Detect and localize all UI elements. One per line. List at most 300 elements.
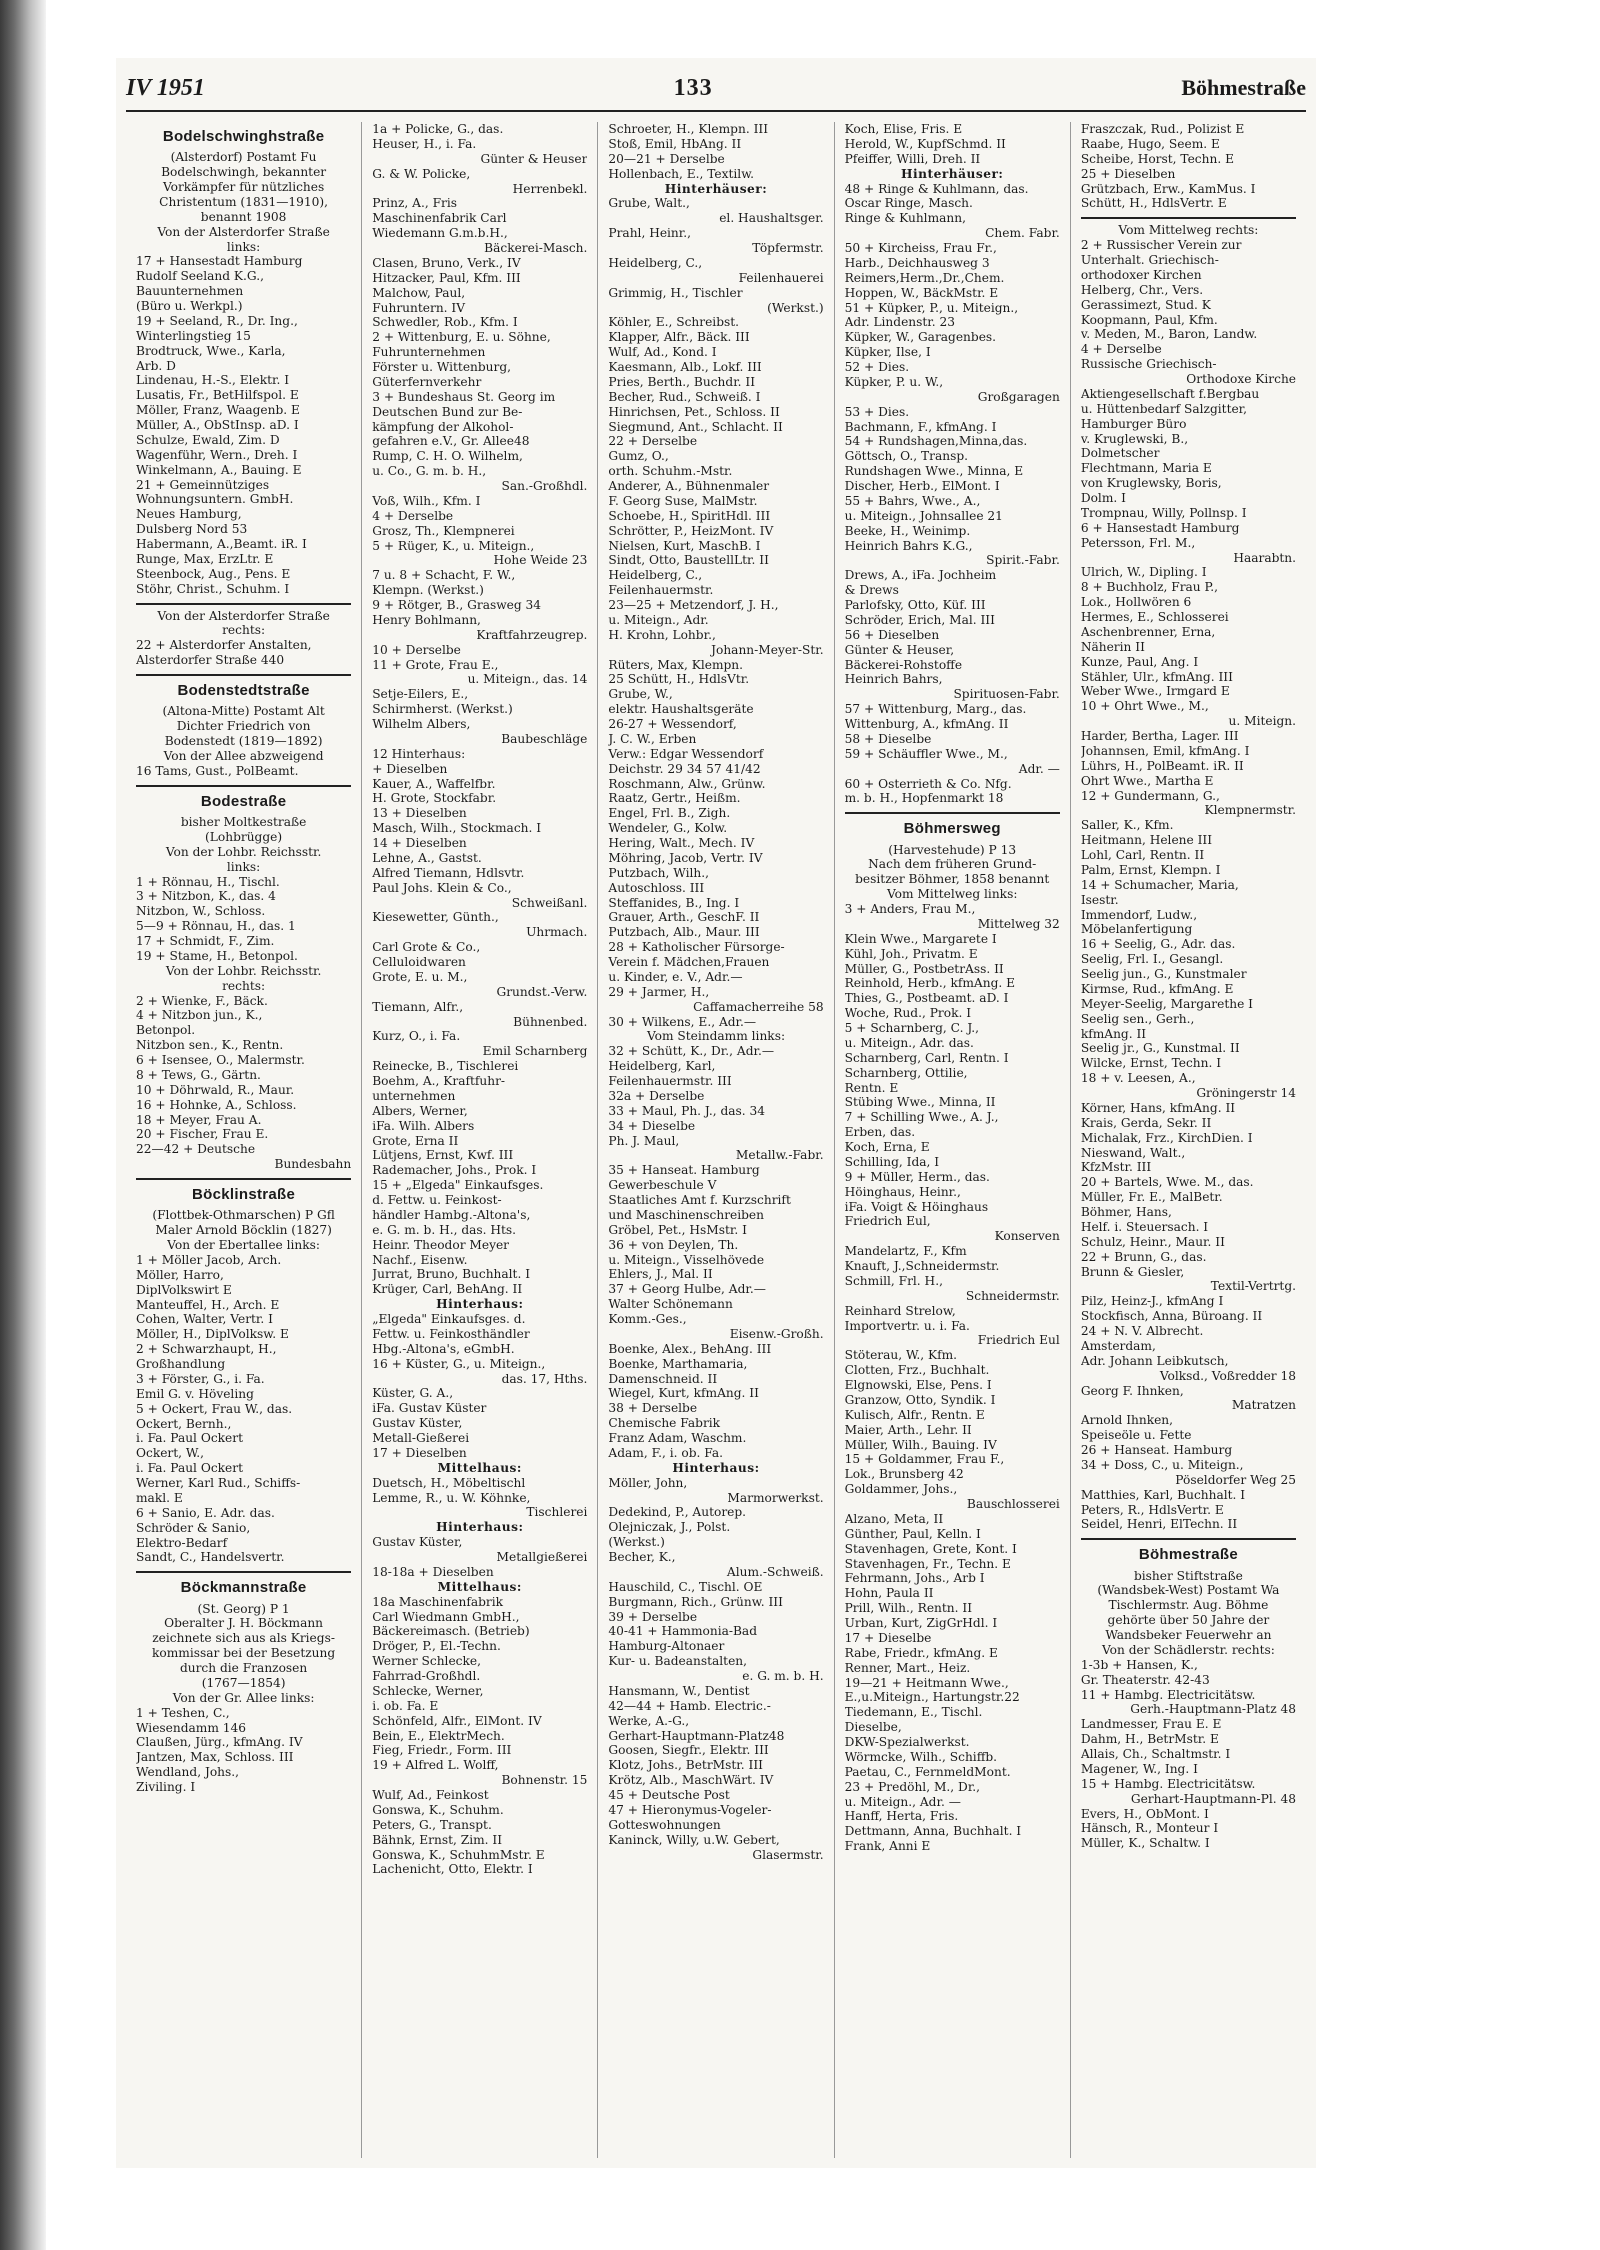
directory-entry: das. 17, Hths. bbox=[501, 1371, 588, 1386]
directory-entry: Paul Johs. Klein & Co., bbox=[372, 880, 512, 895]
directory-entry: Stöhr, Christ., Schuhm. I bbox=[136, 581, 290, 596]
directory-entry: 15 + „Elgeda" Einkaufsges. bbox=[372, 1178, 544, 1193]
directory-entry: Lütjens, Ernst, Kwf. III bbox=[372, 1148, 514, 1163]
directory-entry: 18-18a + Dieselben bbox=[372, 1564, 494, 1579]
directory-entry: 1 + Rönnau, H., Tischl. bbox=[136, 874, 280, 889]
directory-entry: zeichnete sich aus als Kriegs- bbox=[152, 1631, 335, 1646]
building-subheading: Hinterhäuser: bbox=[664, 181, 768, 196]
directory-entry: Beeke, H., Weinimp. bbox=[844, 523, 971, 538]
directory-entry: Heidelberg, Karl, bbox=[608, 1059, 716, 1074]
directory-entry: Möhring, Jacob, Vertr. IV bbox=[608, 850, 763, 865]
directory-entry: Boenke, Marthamaria, bbox=[608, 1356, 748, 1371]
directory-entry: Brunn & Giesler, bbox=[1080, 1264, 1185, 1279]
directory-entry: Grube, W., bbox=[608, 687, 673, 702]
directory-entry: 8 + Tews, G., Gärtn. bbox=[136, 1067, 261, 1082]
directory-entry: Lehne, A., Gastst. bbox=[372, 850, 482, 865]
directory-entry: Lusatis, Fr., BetHilfspol. E bbox=[136, 388, 299, 403]
directory-entry: 32a + Derselbe bbox=[608, 1088, 705, 1103]
directory-entry: Bachmann, F., kfmAng. I bbox=[844, 419, 997, 434]
scan-edge bbox=[0, 0, 46, 2250]
directory-entry: Boenke, Alex., BehAng. III bbox=[608, 1341, 772, 1356]
directory-entry: rechts: bbox=[222, 623, 266, 638]
directory-entry: Schoebe, H., SpiritHdl. III bbox=[608, 508, 771, 523]
street-heading: Böhmestraße bbox=[1138, 1546, 1238, 1564]
directory-entry: Becher, K., bbox=[608, 1550, 676, 1564]
directory-entry: Bodenstedt (1819—1892) bbox=[164, 734, 323, 749]
directory-entry: F. Georg Suse, MalMstr. bbox=[608, 493, 758, 508]
directory-entry: Runge, Max, ErzLtr. E bbox=[136, 551, 274, 566]
directory-entry: Lemme, R., u. W. Köhnke, bbox=[372, 1490, 531, 1505]
directory-entry: Claußen, Jürg., kfmAng. IV bbox=[136, 1735, 303, 1750]
directory-entry: Harb., Deichhausweg 3 bbox=[844, 255, 990, 270]
section-divider bbox=[136, 1178, 351, 1180]
directory-entry: Werke, A.-G., bbox=[608, 1713, 690, 1728]
directory-entry: Lohl, Carl, Rentn. II bbox=[1080, 848, 1205, 862]
directory-entry: Petersson, Frl. M., bbox=[1080, 535, 1196, 550]
directory-entry: Schulz, Heinr., Maur. II bbox=[1080, 1234, 1225, 1249]
directory-entry: Fahrrad-Großhdl. bbox=[372, 1669, 481, 1683]
directory-entry: 2 + Schwarzhaupt, H., bbox=[136, 1342, 277, 1357]
directory-entry: (Werkst.) bbox=[608, 1535, 665, 1550]
directory-entry: Bühnenbed. bbox=[513, 1014, 588, 1029]
directory-entry: 12 + Gundermann, G., bbox=[1080, 788, 1220, 803]
directory-entry: Metallw.-Fabr. bbox=[735, 1148, 824, 1163]
directory-entry: Verw.: Edgar Wessendorf bbox=[608, 746, 764, 761]
directory-entry: Heinrich Bahrs K.G., bbox=[844, 538, 973, 553]
directory-entry: 8 + Buchholz, Frau P., bbox=[1080, 580, 1219, 595]
directory-entry: Metallgießerei bbox=[496, 1550, 588, 1564]
directory-entry: links: bbox=[226, 859, 261, 874]
directory-entry: Voß, Wilh., Kfm. I bbox=[372, 493, 481, 508]
directory-entry: Dieselbe, bbox=[844, 1720, 902, 1735]
directory-entry: (1767—1854) bbox=[201, 1675, 286, 1690]
directory-entry: Wörmcke, Wilh., Schiffb. bbox=[844, 1749, 998, 1764]
directory-entry: 18a Maschinenfabrik bbox=[372, 1594, 504, 1609]
directory-entry: Weber Wwe., Irmgard E bbox=[1080, 684, 1230, 699]
directory-entry: Höinghaus, Heinr., bbox=[844, 1184, 961, 1199]
directory-entry: 11 + Hambg. Electricitätsw. bbox=[1080, 1687, 1256, 1702]
directory-entry: 11 + Grote, Frau E., bbox=[372, 657, 499, 672]
directory-entry: Von der Schädlerstr. rechts: bbox=[1101, 1642, 1275, 1657]
directory-entry: 9 + Müller, Herm., das. bbox=[844, 1169, 990, 1184]
directory-entry: Hermes, E., Schlosserei bbox=[1080, 610, 1229, 624]
directory-entry: Caffamacherreihe 58 bbox=[693, 999, 824, 1014]
directory-entry: Alum.-Schweiß. bbox=[726, 1564, 824, 1579]
column-3 bbox=[598, 122, 834, 2158]
building-subheading: Hinterhäuser: bbox=[900, 166, 1004, 181]
directory-entry: Erben, das. bbox=[844, 1125, 916, 1140]
directory-entry: Kulisch, Alfr., Rentn. E bbox=[844, 1407, 985, 1422]
directory-entry: Kur- u. Badeanstalten, bbox=[608, 1654, 748, 1669]
directory-entry: 10 + Döhrwald, R., Maur. bbox=[136, 1082, 295, 1097]
directory-entry: Stavenhagen, Fr., Techn. E bbox=[844, 1556, 1011, 1571]
directory-entry: u. Miteign., das. 14 bbox=[467, 672, 588, 687]
directory-entry: Marmorwerkst. bbox=[727, 1490, 824, 1505]
directory-entry: Lok., Hollwören 6 bbox=[1080, 595, 1192, 610]
directory-entry: Bohnenstr. 15 bbox=[501, 1773, 588, 1788]
directory-entry: 6 + Isensee, O., Malermstr. bbox=[136, 1053, 305, 1068]
directory-entry: 6 + Hansestadt Hamburg bbox=[1080, 520, 1240, 535]
directory-entry: m. b. H., Hopfenmarkt 18 bbox=[844, 791, 1004, 806]
directory-entry: 47 + Hieronymus-Vogeler- bbox=[608, 1802, 772, 1817]
directory-entry: 22 + Brunn, G., das. bbox=[1080, 1249, 1207, 1264]
directory-entry: Allais, Ch., Schaltmstr. I bbox=[1080, 1747, 1231, 1762]
directory-entry: (Harvestehude) P 13 bbox=[888, 842, 1017, 857]
directory-entry: Alzano, Meta, II bbox=[844, 1511, 944, 1526]
directory-entry: Dolm. I bbox=[1080, 491, 1126, 505]
directory-entry: Stähler, Ulr., kfmAng. III bbox=[1080, 669, 1233, 684]
directory-entry: 19 + Alfred L. Wolff, bbox=[372, 1758, 499, 1773]
directory-entry: Nach dem früheren Grund- bbox=[868, 857, 1037, 872]
directory-entry: Elgnowski, Else, Pens. I bbox=[844, 1378, 992, 1393]
directory-entry: Hbg.-Altona's, eGmbH. bbox=[372, 1341, 515, 1356]
directory-entry: Ehlers, J., Mal. II bbox=[608, 1267, 713, 1282]
directory-entry: Kunze, Paul, Ang. I bbox=[1080, 654, 1199, 669]
directory-entry: 17 + Dieselben bbox=[372, 1445, 467, 1460]
directory-entry: 7 u. 8 + Schacht, F. W., bbox=[372, 568, 516, 583]
directory-entry: 4 + Derselbe bbox=[1080, 342, 1162, 357]
directory-entry: Werner Schlecke, bbox=[372, 1654, 481, 1669]
directory-entry: Goldammer, Johs., bbox=[844, 1482, 958, 1497]
directory-entry: Kühl, Joh., Privatm. E bbox=[844, 946, 978, 961]
directory-entry: Reinhold, Herb., kfmAng. E bbox=[844, 976, 1016, 991]
directory-entry: Roschmann, Alw., Grünw. bbox=[608, 776, 766, 791]
directory-entry: 35 + Hanseat. Hamburg bbox=[608, 1163, 760, 1178]
directory-entry: 34 + Doss, C., u. Miteign., bbox=[1080, 1457, 1244, 1472]
directory-entry: 3 + Anders, Frau M., bbox=[844, 902, 976, 917]
directory-entry: Magener, W., Ing. I bbox=[1080, 1761, 1198, 1776]
section-divider bbox=[136, 674, 351, 676]
directory-entry: Kurz, O., i. Fa. bbox=[372, 1029, 461, 1044]
directory-entry: Möbelanfertigung bbox=[1080, 922, 1193, 937]
directory-entry: Glasermstr. bbox=[752, 1847, 824, 1862]
street-heading: Böhmersweg bbox=[903, 820, 1001, 838]
directory-entry: Ulrich, W., Dipling. I bbox=[1080, 565, 1207, 580]
directory-entry: iFa. Gustav Küster bbox=[372, 1401, 487, 1416]
directory-entry: 52 + Dies. bbox=[844, 360, 910, 374]
directory-entry: Koch, Erna, E bbox=[844, 1140, 930, 1155]
directory-entry: Fuhrunternehmen bbox=[372, 345, 486, 360]
directory-entry: Gotteswohnungen bbox=[608, 1817, 721, 1832]
directory-entry: 54 + Rundshagen,Minna,das. bbox=[844, 434, 1028, 449]
directory-entry: Hänsch, R., Monteur I bbox=[1080, 1821, 1219, 1836]
directory-entry: Schütt, H., HdlsVertr. E bbox=[1080, 196, 1227, 211]
directory-entry: Schwedler, Rob., Kfm. I bbox=[372, 315, 518, 330]
directory-entry: Arnold Ihnken, bbox=[1080, 1413, 1174, 1428]
directory-entry: orthodoxer Kirchen bbox=[1080, 267, 1202, 282]
directory-entry: Landmesser, Frau E. E bbox=[1080, 1717, 1222, 1732]
directory-entry: Vom Mittelweg rechts: bbox=[1118, 223, 1259, 238]
directory-entry: Renner, Mart., Heiz. bbox=[844, 1660, 971, 1675]
directory-entry: Großgaragen bbox=[977, 389, 1060, 404]
directory-entry: + Dieselben bbox=[372, 761, 448, 776]
directory-entry: 5—9 + Rönnau, H., das. 1 bbox=[136, 919, 296, 934]
directory-entry: d. Fettw. u. Feinkost- bbox=[372, 1193, 502, 1207]
directory-entry: 3 + Bundeshaus St. Georg im bbox=[372, 389, 556, 404]
section-divider bbox=[136, 785, 351, 787]
directory-entry: Tiedemann, E., Tischl. bbox=[844, 1705, 983, 1720]
section-divider bbox=[1081, 217, 1296, 219]
directory-entry: Isestr. bbox=[1080, 892, 1119, 907]
directory-entry: 20 + Fischer, Frau E. bbox=[136, 1127, 269, 1142]
directory-entry: 33 + Maul, Ph. J., das. 34 bbox=[608, 1103, 766, 1118]
directory-entry: Feilenhauermstr. III bbox=[608, 1074, 732, 1088]
directory-entry: gefahren e.V., Gr. Allee48 bbox=[372, 434, 530, 449]
directory-entry: Georg F. Ihnken, bbox=[1080, 1383, 1184, 1398]
directory-entry: Drews, A., iFa. Jochheim bbox=[844, 568, 997, 583]
directory-entry: 39 + Derselbe bbox=[608, 1609, 698, 1624]
directory-entry: 17 + Schmidt, F., Zim. bbox=[136, 934, 275, 949]
directory-entry: Spirit.-Fabr. bbox=[986, 553, 1060, 568]
directory-entry: Meyer-Seelig, Margarethe I bbox=[1080, 996, 1253, 1011]
directory-entry: Malchow, Paul, bbox=[372, 285, 466, 300]
directory-entry: Seidel, Henri, ElTechn. II bbox=[1080, 1517, 1238, 1532]
directory-entry: Wulf, Ad., Feinkost bbox=[372, 1788, 489, 1802]
directory-entry: Dolmetscher bbox=[1080, 446, 1160, 461]
directory-entry: Manteuffel, H., Arch. E bbox=[136, 1297, 280, 1312]
directory-entry: Grauer, Arth., GeschF. II bbox=[608, 910, 760, 925]
directory-entry: Gerassimezt, Stud. K bbox=[1080, 297, 1211, 312]
directory-entry: Henry Bohlmann, bbox=[372, 612, 481, 627]
directory-entry: iFa. Wilh. Albers bbox=[372, 1118, 475, 1133]
directory-entry: (St. Georg) P 1 bbox=[197, 1601, 290, 1616]
directory-entry: Urban, Kurt, ZigGrHdl. I bbox=[844, 1616, 998, 1631]
directory-entry: 25 Schütt, H., HdlsVtr. bbox=[608, 672, 750, 687]
directory-entry: Heidelberg, C., bbox=[608, 568, 703, 583]
directory-entry: Maschinenfabrik Carl bbox=[372, 211, 507, 226]
directory-entry: Wohnungsuntern. GmbH. bbox=[136, 492, 294, 507]
directory-entry: v. Meden, M., Baron, Landw. bbox=[1080, 327, 1258, 342]
directory-entry: händler Hambg.-Altona's, bbox=[372, 1207, 531, 1222]
directory-entry: Stoß, Emil, HbAng. II bbox=[608, 136, 742, 151]
directory-entry: 19 + Stame, H., Betonpol. bbox=[136, 948, 298, 963]
directory-entry: Masch, Wilh., Stockmach. I bbox=[372, 821, 542, 836]
directory-entry: E.,u.Miteign., Hartungstr.22 bbox=[844, 1690, 1020, 1705]
directory-entry: 4 + Derselbe bbox=[372, 508, 454, 523]
directory-entry: „Elgeda" Einkaufsges. d. bbox=[372, 1312, 526, 1326]
directory-entry: Rentn. E bbox=[844, 1080, 899, 1095]
directory-entry: Von der Alsterdorfer Straße bbox=[157, 608, 330, 623]
directory-entry: Kiesewetter, Günth., bbox=[372, 910, 499, 925]
directory-entry: Großhandlung bbox=[136, 1357, 226, 1372]
building-subheading: Hinterhaus: bbox=[672, 1460, 760, 1475]
page-header bbox=[126, 66, 1306, 112]
directory-entry: Wendeler, G., Kolw. bbox=[608, 821, 728, 836]
directory-entry: Nieswand, Walt., bbox=[1080, 1145, 1186, 1160]
directory-entry: u. Miteign., Johnsallee 21 bbox=[844, 508, 1003, 523]
directory-entry: Bäckerei-Masch. bbox=[484, 241, 588, 255]
directory-entry: 1 + Möller Jacob, Arch. bbox=[136, 1252, 282, 1267]
directory-entry: gehörte über 50 Jahre der bbox=[1107, 1613, 1270, 1628]
directory-entry: Ringe & Kuhlmann, bbox=[844, 211, 966, 226]
directory-entry: makl. E bbox=[136, 1490, 183, 1505]
building-subheading: Hinterhaus: bbox=[436, 1297, 524, 1312]
directory-entry: Gustav Küster, bbox=[372, 1535, 463, 1550]
street-heading: Böcklinstraße bbox=[192, 1186, 296, 1204]
directory-entry: 53 + Dies. bbox=[844, 404, 910, 419]
directory-entry: Hansmann, W., Dentist bbox=[608, 1683, 750, 1698]
page-number: 133 bbox=[673, 74, 713, 101]
directory-entry: 16 + Küster, G., u. Miteign., bbox=[372, 1356, 546, 1371]
directory-entry: benannt 1908 bbox=[200, 209, 287, 224]
directory-entry: Kraftfahrzeugrep. bbox=[476, 627, 588, 642]
directory-entry: Oberalter J. H. Böckmann bbox=[164, 1616, 324, 1631]
directory-entry: iFa. Voigt & Höinghaus bbox=[844, 1199, 989, 1214]
directory-entry: Heuser, H., i. Fa. bbox=[372, 136, 477, 151]
directory-entry: 24 + N. V. Albrecht. bbox=[1080, 1324, 1204, 1338]
directory-entry: Lok., Brunsberg 42 bbox=[844, 1467, 964, 1482]
directory-entry: 10 + Ohrt Wwe., M., bbox=[1080, 699, 1209, 714]
directory-entry: Saller, K., Kfm. bbox=[1080, 818, 1174, 833]
directory-entry: Küster, G. A., bbox=[372, 1386, 454, 1401]
directory-entry: Heitmann, Helene III bbox=[1080, 833, 1213, 848]
section-divider bbox=[1081, 1538, 1296, 1540]
directory-entry: Bein, E., ElektrMech. bbox=[372, 1728, 505, 1743]
directory-entry: Sindt, Otto, BaustellLtr. II bbox=[608, 553, 769, 568]
directory-entry: Burgmann, Rich., Grünw. III bbox=[608, 1594, 783, 1609]
street-heading: Bodelschwinghstraße bbox=[162, 128, 325, 145]
directory-entry: Peters, G., Transpt. bbox=[372, 1817, 492, 1832]
directory-entry: Küpker, Ilse, I bbox=[844, 345, 931, 360]
directory-entry: i. Fa. Paul Ockert bbox=[136, 1431, 243, 1446]
directory-entry: 40-41 + Hammonia-Bad bbox=[608, 1624, 758, 1639]
directory-entry: Peters, R., HdlsVertr. E bbox=[1080, 1502, 1224, 1517]
directory-entry: 2 + Wittenburg, E. u. Söhne, bbox=[372, 330, 551, 345]
directory-entry: Näherin II bbox=[1080, 639, 1145, 654]
directory-entry: Feilenhauerei bbox=[738, 270, 824, 285]
directory-entry: u. Miteign., Adr. — bbox=[844, 1794, 961, 1809]
directory-entry: Walter Schönemann bbox=[608, 1297, 733, 1312]
directory-entry: u. Co., G. m. b. H., bbox=[372, 464, 487, 479]
directory-entry: Seelig jun., G., Kunstmaler bbox=[1080, 967, 1247, 981]
column-5 bbox=[1071, 122, 1306, 2158]
directory-entry: Becher, Rud., Schweiß. I bbox=[608, 389, 761, 404]
directory-entry: KfzMstr. III bbox=[1080, 1160, 1152, 1175]
directory-entry: Mandelartz, F., Kfm bbox=[844, 1244, 967, 1259]
directory-entry: 34 + Dieselbe bbox=[608, 1118, 696, 1133]
directory-entry: Möller, Franz, Waagenb. E bbox=[136, 403, 300, 418]
directory-entry: 57 + Wittenburg, Marg., das. bbox=[844, 702, 1027, 717]
directory-entry: Gustav Küster, bbox=[372, 1416, 463, 1431]
directory-entry: Küpker, W., Garagenbes. bbox=[844, 330, 997, 345]
directory-entry: (Lohbrügge) bbox=[205, 829, 283, 844]
directory-entry: 20 + Bartels, Wwe. M., das. bbox=[1080, 1175, 1254, 1190]
directory-entry: Dedekind, P., Autorep. bbox=[608, 1505, 747, 1520]
section-divider bbox=[136, 1571, 351, 1573]
directory-entry: Von der Lohbr. Reichsstr. bbox=[165, 963, 322, 978]
directory-entry: Scheibe, Horst, Techn. E bbox=[1080, 151, 1234, 166]
directory-entry: Emil Scharnberg bbox=[482, 1044, 588, 1059]
directory-entry: (Büro u. Werkpl.) bbox=[136, 299, 243, 314]
directory-entry: Müller, Fr. E., MalBetr. bbox=[1080, 1190, 1223, 1205]
directory-entry: Dichter Friedrich von bbox=[176, 719, 311, 734]
directory-entry: Von der Ebertallee links: bbox=[167, 1238, 321, 1253]
directory-entry: Konserven bbox=[994, 1229, 1060, 1244]
directory-entry: 17 + Dieselbe bbox=[844, 1630, 932, 1645]
directory-entry: Chemische Fabrik bbox=[608, 1416, 721, 1431]
directory-entry: Baubeschläge bbox=[501, 731, 588, 746]
directory-entry: Hohn, Paula II bbox=[844, 1586, 934, 1601]
directory-entry: Woche, Rud., Prok. I bbox=[844, 1006, 972, 1021]
directory-entry: 50 + Kircheiss, Frau Fr., bbox=[844, 241, 997, 255]
directory-entry: Güterfernverkehr bbox=[372, 374, 482, 389]
directory-entry: Importvertr. u. i. Fa. bbox=[844, 1318, 970, 1333]
building-subheading: Mittelhaus: bbox=[437, 1579, 522, 1594]
directory-entry: Schönfeld, Alfr., ElMont. IV bbox=[372, 1713, 542, 1728]
directory-entry: Bodelschwingh, bekannter bbox=[161, 165, 327, 180]
directory-entry: H. Grote, Stockfabr. bbox=[372, 791, 497, 806]
directory-entry: 1 + Teshen, C., bbox=[136, 1705, 230, 1720]
directory-entry: 6 + Sanio, E. Adr. das. bbox=[136, 1505, 275, 1520]
directory-entry: Stöterau, W., Kfm. bbox=[844, 1348, 958, 1363]
directory-entry: 2 + Wienke, F., Bäck. bbox=[136, 993, 268, 1008]
directory-entry: Dettmann, Anna, Buchhalt. I bbox=[844, 1824, 1022, 1839]
directory-entry: Chem. Fabr. bbox=[985, 226, 1060, 241]
directory-entry: (Wandsbek-West) Postamt Wa bbox=[1097, 1583, 1280, 1598]
directory-entry: 14 + Dieselben bbox=[372, 836, 467, 850]
directory-entry: Anderer, A., Bühnenmaler bbox=[608, 479, 770, 493]
directory-entry: Sandt, C., Handelsvertr. bbox=[136, 1550, 285, 1565]
directory-entry: Fieg, Friedr., Form. III bbox=[372, 1743, 512, 1758]
directory-entry: 22 + Derselbe bbox=[608, 434, 698, 449]
directory-entry: Stavenhagen, Grete, Kont. I bbox=[844, 1541, 1017, 1556]
directory-entry: Autoschloss. III bbox=[608, 880, 705, 895]
directory-entry: Speiseöle u. Fette bbox=[1080, 1428, 1192, 1443]
directory-entry: H. Krohn, Lohbr., bbox=[608, 627, 716, 642]
directory-entry: Rudolf Seeland K.G., bbox=[136, 269, 264, 284]
directory-entry: Nielsen, Kurt, MaschB. I bbox=[608, 538, 761, 553]
directory-entry: Brodtruck, Wwe., Karla, bbox=[136, 343, 286, 358]
header-running-title: Böhmestraße bbox=[1181, 75, 1306, 100]
directory-entry: Thies, G., Postbeamt. aD. I bbox=[844, 991, 1009, 1006]
directory-entry: Möller, John, bbox=[608, 1475, 688, 1490]
directory-entry: Hauschild, C., Tischl. OE bbox=[608, 1579, 763, 1594]
directory-entry: Wulf, Ad., Kond. I bbox=[608, 345, 717, 360]
directory-entry: 10 + Derselbe bbox=[372, 642, 461, 657]
directory-entry: Günther, Paul, Kelln. I bbox=[844, 1526, 981, 1541]
directory-entry: 45 + Deutsche Post bbox=[608, 1788, 730, 1802]
directory-entry: 22 + Alsterdorfer Anstalten, bbox=[136, 638, 312, 653]
directory-entry: 16 Tams, Gust., PolBeamt. bbox=[136, 763, 299, 778]
directory-entry: Schroeter, H., Klempn. III bbox=[608, 122, 769, 136]
directory-entry: Prill, Wilh., Rentn. II bbox=[844, 1601, 973, 1616]
directory-entry: Prinz, A., Fris bbox=[372, 196, 458, 211]
directory-entry: Grützbach, Erw., KamMus. I bbox=[1080, 181, 1256, 196]
directory-entry: 3 + Nitzbon, K., das. 4 bbox=[136, 889, 276, 904]
directory-entry: kämpfung der Alkohol- bbox=[372, 419, 514, 434]
directory-entry: i. Fa. Paul Ockert bbox=[136, 1461, 243, 1476]
directory-entry: Textil-Vertrtg. bbox=[1210, 1279, 1297, 1294]
directory-entry: Grundst.-Verw. bbox=[496, 984, 588, 999]
directory-entry: Steffanides, B., Ing. I bbox=[608, 895, 740, 910]
directory-entry: Evers, H., ObMont. I bbox=[1080, 1806, 1209, 1821]
directory-entry: Orthodoxe Kirche bbox=[1186, 372, 1297, 386]
directory-entry: Reimers,Herm.,Dr.,Chem. bbox=[844, 270, 1005, 285]
directory-entry: 12 Hinterhaus: bbox=[372, 746, 466, 761]
directory-entry: bisher Stiftstraße bbox=[1133, 1568, 1243, 1583]
directory-entry: 36 + von Deylen, Th. bbox=[608, 1237, 739, 1252]
directory-entry: Fettw. u. Feinkosthändler bbox=[372, 1326, 530, 1341]
directory-entry: Carl Wiedmann GmbH., bbox=[372, 1609, 520, 1624]
directory-entry: Scharnberg, Carl, Rentn. I bbox=[844, 1050, 1009, 1065]
directory-entry: 23 + Predöhl, M., Dr., bbox=[844, 1779, 981, 1794]
directory-entry: Parlofsky, Otto, Küf. III bbox=[844, 598, 986, 612]
directory-entry: Friedrich Eul bbox=[977, 1333, 1060, 1348]
directory-entry: Flechtmann, Maria E bbox=[1080, 461, 1212, 476]
directory-entry: Olejniczak, J., Polst. bbox=[608, 1520, 731, 1535]
street-heading: Bodestraße bbox=[200, 792, 287, 810]
directory-entry: Koch, Elise, Fris. E bbox=[844, 122, 963, 136]
